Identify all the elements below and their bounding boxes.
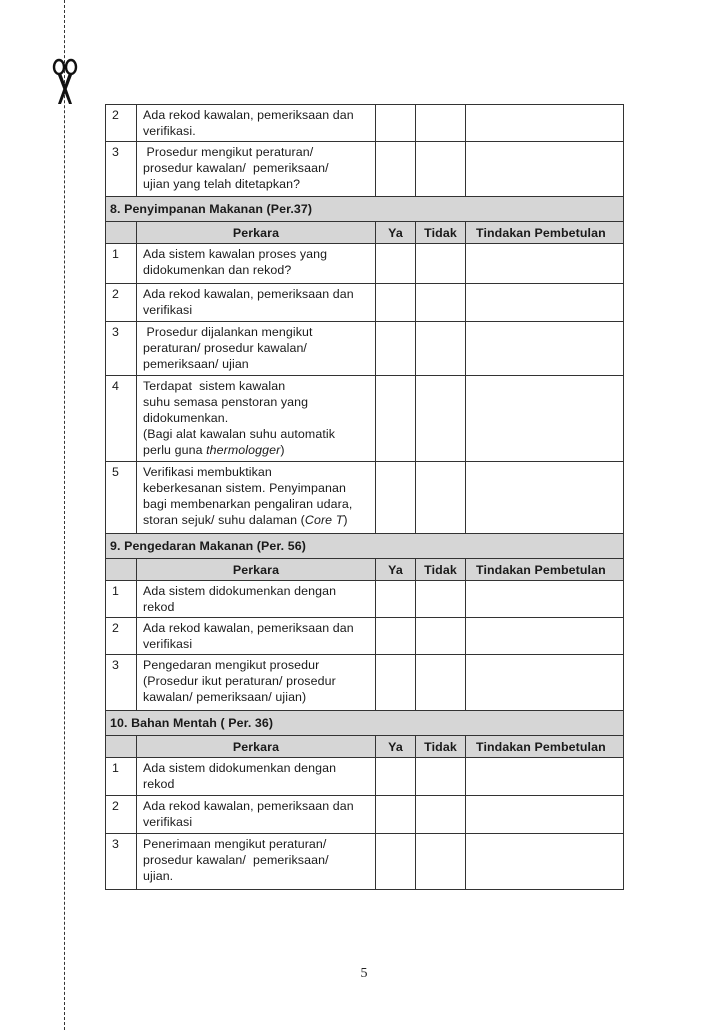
tidak-checkbox-cell[interactable] (416, 142, 466, 197)
ya-checkbox-cell[interactable] (376, 655, 416, 711)
ya-checkbox-cell[interactable] (376, 376, 416, 462)
header-tidak: Tidak (416, 222, 466, 244)
ya-checkbox-cell[interactable] (376, 244, 416, 284)
item-number: 2 (106, 796, 137, 834)
item-description (137, 655, 376, 711)
item-text-line: Ada rekod kawalan, pemeriksaan dan (143, 287, 354, 301)
item-text-line: suhu semasa penstoran yang (143, 395, 309, 409)
tindakan-cell[interactable] (466, 758, 624, 796)
tindakan-cell[interactable] (466, 142, 624, 197)
tindakan-cell[interactable] (466, 655, 624, 711)
table-row (106, 581, 624, 618)
header-perkara: Perkara (137, 559, 376, 581)
table-row (106, 244, 624, 284)
tidak-checkbox-cell[interactable] (416, 758, 466, 796)
tidak-checkbox-cell[interactable] (416, 581, 466, 618)
item-text-italic: thermologger (206, 443, 281, 457)
item-number: 3 (106, 322, 137, 376)
item-number: 3 (106, 142, 137, 197)
item-text-line: Terdapat sistem kawalan (143, 379, 286, 393)
table-row (106, 376, 624, 462)
ya-checkbox-cell[interactable] (376, 796, 416, 834)
item-text-line: Ada sistem didokumenkan dengan (143, 761, 337, 775)
ya-checkbox-cell[interactable] (376, 618, 416, 655)
header-blank (106, 559, 137, 581)
ya-checkbox-cell[interactable] (376, 142, 416, 197)
table-row (106, 105, 624, 142)
item-text-line: peraturan/ prosedur kawalan/ (143, 341, 307, 355)
item-text-line: prosedur kawalan/ pemeriksaan/ (143, 853, 329, 867)
item-text-line: Pengedaran mengikut prosedur (143, 658, 320, 672)
tidak-checkbox-cell[interactable] (416, 322, 466, 376)
tidak-checkbox-cell[interactable] (416, 796, 466, 834)
item-number: 1 (106, 758, 137, 796)
table-row (106, 758, 624, 796)
section-title: 9. Pengedaran Makanan (Per. 56) (106, 534, 624, 559)
header-tindakan: Tindakan Pembetulan (466, 559, 624, 581)
header-tindakan: Tindakan Pembetulan (466, 222, 624, 244)
tidak-checkbox-cell[interactable] (416, 618, 466, 655)
item-text-line: Ada sistem didokumenkan dengan (143, 584, 337, 598)
item-text-part: storan sejuk/ suhu dalaman ( (143, 513, 305, 527)
item-text-line: Penerimaan mengikut peraturan/ (143, 837, 327, 851)
item-text-part: ) (343, 513, 348, 527)
item-description (137, 581, 376, 618)
item-description (137, 376, 376, 462)
item-text-line: verifikasi (143, 815, 193, 829)
item-text-line: kawalan/ pemeriksaan/ ujian) (143, 690, 307, 704)
item-description (137, 105, 376, 142)
tindakan-cell[interactable] (466, 462, 624, 534)
item-text-line (143, 512, 369, 528)
cut-line (64, 0, 65, 1030)
item-text-part: perlu guna (143, 443, 207, 457)
tindakan-cell[interactable] (466, 618, 624, 655)
section-heading (106, 197, 624, 222)
item-number: 4 (106, 376, 137, 462)
tindakan-cell[interactable] (466, 244, 624, 284)
item-text-part: ) (280, 443, 285, 457)
item-number: 2 (106, 105, 137, 142)
item-text-line: Prosedur dijalankan mengikut (143, 325, 313, 339)
item-text-line: pemeriksaan/ ujian (143, 357, 249, 371)
item-description (137, 618, 376, 655)
item-text-line: ujian yang telah ditetapkan? (143, 177, 301, 191)
column-header-row (106, 559, 624, 581)
item-text-line: Ada rekod kawalan, pemeriksaan dan (143, 621, 354, 635)
header-ya: Ya (376, 222, 416, 244)
item-number: 3 (106, 834, 137, 890)
page-number: 5 (360, 966, 368, 981)
header-perkara: Perkara (137, 736, 376, 758)
item-description (137, 322, 376, 376)
header-ya: Ya (376, 736, 416, 758)
item-number: 2 (106, 618, 137, 655)
item-text-line: Ada rekod kawalan, pemeriksaan dan (143, 108, 354, 122)
item-description (137, 834, 376, 890)
table-row (106, 834, 624, 890)
header-tidak: Tidak (416, 736, 466, 758)
header-blank (106, 222, 137, 244)
item-text-line: verifikasi. (143, 124, 196, 138)
item-text-line: rekod (143, 600, 175, 614)
item-text-line: Ada sistem kawalan proses yang (143, 247, 328, 261)
column-header-row (106, 222, 624, 244)
item-text-line: rekod (143, 777, 175, 791)
tindakan-cell[interactable] (466, 322, 624, 376)
item-number: 1 (106, 244, 137, 284)
tidak-checkbox-cell[interactable] (416, 105, 466, 142)
item-text-line: Prosedur mengikut peraturan/ (143, 145, 314, 159)
tindakan-cell[interactable] (466, 376, 624, 462)
header-tidak: Tidak (416, 559, 466, 581)
ya-checkbox-cell[interactable] (376, 462, 416, 534)
header-ya: Ya (376, 559, 416, 581)
ya-checkbox-cell[interactable] (376, 284, 416, 322)
item-number: 5 (106, 462, 137, 534)
table-row (106, 142, 624, 197)
header-tindakan: Tindakan Pembetulan (466, 736, 624, 758)
table-row (106, 655, 624, 711)
tidak-checkbox-cell[interactable] (416, 376, 466, 462)
tindakan-cell[interactable] (466, 105, 624, 142)
item-text-line: keberkesanan sistem. Penyimpanan (143, 481, 346, 495)
item-text-line: didokumenkan. (143, 411, 229, 425)
item-description (137, 142, 376, 197)
item-description (137, 758, 376, 796)
ya-checkbox-cell[interactable] (376, 581, 416, 618)
item-description (137, 462, 376, 534)
item-text-line: Ada rekod kawalan, pemeriksaan dan (143, 799, 354, 813)
section-title: 10. Bahan Mentah ( Per. 36) (106, 711, 624, 736)
tidak-checkbox-cell[interactable] (416, 244, 466, 284)
tindakan-cell[interactable] (466, 796, 624, 834)
item-text-line: bagi membenarkan pengaliran udara, (143, 497, 353, 511)
tidak-checkbox-cell[interactable] (416, 834, 466, 890)
item-number: 3 (106, 655, 137, 711)
item-text-line: (Bagi alat kawalan suhu automatik (143, 427, 336, 441)
scissors-icon (50, 58, 80, 106)
item-number: 2 (106, 284, 137, 322)
item-description (137, 796, 376, 834)
item-text-line: didokumenkan dan rekod? (143, 263, 292, 277)
table-row (106, 284, 624, 322)
item-text-line: verifikasi (143, 303, 193, 317)
table-row (106, 462, 624, 534)
header-perkara: Perkara (137, 222, 376, 244)
section-title: 8. Penyimpanan Makanan (Per.37) (106, 197, 624, 222)
tidak-checkbox-cell[interactable] (416, 284, 466, 322)
table-row (106, 796, 624, 834)
column-header-row (106, 736, 624, 758)
item-text-line: prosedur kawalan/ pemeriksaan/ (143, 161, 329, 175)
item-text-line: (Prosedur ikut peraturan/ prosedur (143, 674, 336, 688)
table-row (106, 322, 624, 376)
table-row (106, 618, 624, 655)
checklist-table (105, 104, 624, 890)
item-text-line (143, 442, 369, 458)
header-blank (106, 736, 137, 758)
section-heading (106, 711, 624, 736)
item-text-line: Verifikasi membuktikan (143, 465, 272, 479)
item-description (137, 244, 376, 284)
ya-checkbox-cell[interactable] (376, 758, 416, 796)
tidak-checkbox-cell[interactable] (416, 462, 466, 534)
tindakan-cell[interactable] (466, 581, 624, 618)
item-text-line: ujian. (143, 869, 174, 883)
item-description (137, 284, 376, 322)
ya-checkbox-cell[interactable] (376, 834, 416, 890)
tindakan-cell[interactable] (466, 834, 624, 890)
ya-checkbox-cell[interactable] (376, 322, 416, 376)
tindakan-cell[interactable] (466, 284, 624, 322)
tidak-checkbox-cell[interactable] (416, 655, 466, 711)
item-text-line: verifikasi (143, 637, 193, 651)
section-heading (106, 534, 624, 559)
ya-checkbox-cell[interactable] (376, 105, 416, 142)
item-text-italic: Core T (304, 513, 344, 527)
item-number: 1 (106, 581, 137, 618)
